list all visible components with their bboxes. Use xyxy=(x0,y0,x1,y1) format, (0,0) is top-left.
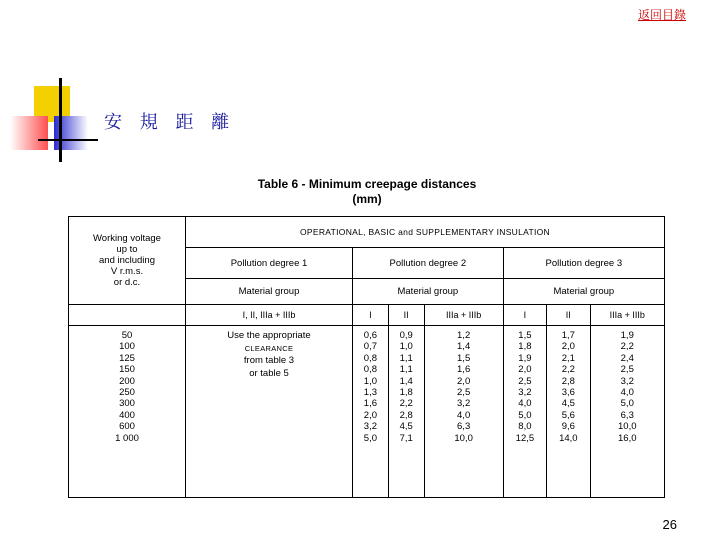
pd2-group-ii-column xyxy=(388,326,424,498)
creepage-value: 12,5 xyxy=(515,432,535,444)
voltage-column xyxy=(69,326,186,498)
material-subgroup: IIIa + IIIb xyxy=(424,305,503,326)
pollution-degree-3: Pollution degree 3 xyxy=(503,248,664,279)
empty-subheader-cell xyxy=(69,305,186,326)
creepage-value: 2,0 xyxy=(561,341,575,353)
material-group-pd1: Material group xyxy=(186,279,353,305)
material-group-pd3: Material group xyxy=(503,279,664,305)
voltage-value: 50 xyxy=(121,330,133,341)
creepage-value: 2,2 xyxy=(620,341,634,353)
working-voltage-header xyxy=(69,217,186,305)
creepage-value: 5,0 xyxy=(363,432,377,444)
logo-red-square xyxy=(10,116,48,150)
creepage-value: 8,0 xyxy=(518,421,532,433)
creepage-value: 1,1 xyxy=(399,352,413,364)
creepage-value: 3,2 xyxy=(363,421,377,433)
insulation-header: OPERATIONAL, BASIC and SUPPLEMENTARY INSULATION xyxy=(186,217,665,248)
creepage-value: 4,0 xyxy=(457,409,471,421)
pd2-group-iii-column xyxy=(424,326,503,498)
creepage-table xyxy=(68,216,665,498)
pd1-note-line: CLEARANCE xyxy=(244,343,294,353)
creepage-value: 10,0 xyxy=(454,432,473,444)
material-subgroup: II xyxy=(547,305,590,326)
creepage-value: 6,3 xyxy=(620,409,634,421)
creepage-value: 14,0 xyxy=(559,432,578,444)
pd2-group-i-column xyxy=(353,326,389,498)
creepage-value: 1,9 xyxy=(620,330,634,341)
creepage-value: 2,5 xyxy=(457,387,471,399)
voltage-value: 200 xyxy=(119,375,135,387)
creepage-value: 16,0 xyxy=(618,432,637,444)
creepage-value: 2,1 xyxy=(561,352,575,364)
voltage-value: 150 xyxy=(119,364,135,376)
table-caption xyxy=(237,177,497,207)
page-number: 26 xyxy=(662,517,677,532)
voltage-value: 400 xyxy=(119,409,135,421)
creepage-value: 0,8 xyxy=(363,352,377,364)
creepage-value: 6,3 xyxy=(457,421,471,433)
material-subgroup: IIIa + IIIb xyxy=(590,305,664,326)
creepage-value: 9,6 xyxy=(561,421,575,433)
creepage-value: 4,5 xyxy=(399,421,413,433)
creepage-value: 4,0 xyxy=(620,387,634,399)
creepage-value: 10,0 xyxy=(618,421,637,433)
creepage-value: 5,6 xyxy=(561,409,575,421)
table-unit: (mm) xyxy=(352,192,382,206)
creepage-value: 1,2 xyxy=(457,330,471,341)
creepage-value: 2,5 xyxy=(518,375,532,387)
creepage-value: 1,0 xyxy=(399,341,413,353)
pollution-degree-1: Pollution degree 1 xyxy=(186,248,353,279)
creepage-value: 2,5 xyxy=(620,364,634,376)
material-group-pd2: Material group xyxy=(353,279,504,305)
creepage-value: 3,6 xyxy=(561,387,575,399)
creepage-value: 3,2 xyxy=(518,387,532,399)
wv-line: and including xyxy=(99,255,155,266)
pd1-note-line: or table 5 xyxy=(249,367,289,379)
creepage-value: 1,3 xyxy=(363,387,377,399)
creepage-value: 0,6 xyxy=(363,330,377,341)
creepage-value: 4,0 xyxy=(518,398,532,410)
creepage-value: 2,2 xyxy=(399,398,413,410)
creepage-value: 1,8 xyxy=(399,387,413,399)
creepage-value: 1,8 xyxy=(518,341,532,353)
creepage-value: 0,9 xyxy=(399,330,413,341)
pd1-note-line: Use the appropriate xyxy=(227,330,311,341)
creepage-value: 1,6 xyxy=(363,398,377,410)
material-subgroup: II xyxy=(388,305,424,326)
creepage-value: 1,6 xyxy=(457,364,471,376)
creepage-value: 2,8 xyxy=(399,409,413,421)
creepage-value: 1,0 xyxy=(363,375,377,387)
creepage-value: 2,2 xyxy=(561,364,575,376)
creepage-value: 2,0 xyxy=(457,375,471,387)
pd3-group-iii-column xyxy=(590,326,664,498)
creepage-value: 5,0 xyxy=(518,409,532,421)
creepage-value: 1,5 xyxy=(457,352,471,364)
creepage-value: 0,7 xyxy=(363,341,377,353)
table-title: Table 6 - Minimum creepage distances xyxy=(257,177,477,191)
voltage-value: 300 xyxy=(119,398,135,410)
decorative-logo xyxy=(10,78,100,168)
creepage-value: 1,9 xyxy=(518,352,532,364)
voltage-value: 1 000 xyxy=(115,432,139,444)
creepage-value: 1,4 xyxy=(399,375,413,387)
voltage-value: 125 xyxy=(119,352,135,364)
creepage-value: 1,4 xyxy=(457,341,471,353)
creepage-value: 1,7 xyxy=(561,330,575,341)
toc-link[interactable]: 返回目錄 xyxy=(637,8,686,22)
wv-line: Working voltage xyxy=(93,233,161,244)
pollution-degree-2: Pollution degree 2 xyxy=(353,248,504,279)
pd1-clearance-note xyxy=(186,326,353,498)
creepage-value: 2,0 xyxy=(363,409,377,421)
creepage-value: 2,0 xyxy=(518,364,532,376)
creepage-value: 4,5 xyxy=(561,398,575,410)
material-subgroup: I xyxy=(353,305,389,326)
voltage-value: 250 xyxy=(119,387,135,399)
creepage-value: 1,1 xyxy=(399,364,413,376)
pd1-note-line: from table 3 xyxy=(243,355,295,367)
logo-horizontal-line xyxy=(38,139,98,141)
pd3-group-ii-column xyxy=(547,326,590,498)
creepage-value: 2,4 xyxy=(620,352,634,364)
wv-line: up to xyxy=(116,244,138,255)
creepage-value: 7,1 xyxy=(399,432,413,444)
creepage-value: 0,8 xyxy=(363,364,377,376)
logo-vertical-line xyxy=(59,78,62,162)
material-subgroup: I, II, IIIa + IIIb xyxy=(186,305,353,326)
wv-line: V r.m.s. xyxy=(110,266,144,277)
creepage-value: 1,5 xyxy=(518,330,532,341)
creepage-value: 2,8 xyxy=(561,375,575,387)
material-subgroup: I xyxy=(503,305,546,326)
voltage-value: 600 xyxy=(119,421,135,433)
wv-line: or d.c. xyxy=(113,277,141,288)
creepage-value: 3,2 xyxy=(457,398,471,410)
creepage-value: 5,0 xyxy=(620,398,634,410)
voltage-value: 100 xyxy=(119,341,135,353)
creepage-value: 3,2 xyxy=(620,375,634,387)
page-title: 安 規 距 離 xyxy=(104,112,236,133)
pd3-group-i-column xyxy=(503,326,546,498)
